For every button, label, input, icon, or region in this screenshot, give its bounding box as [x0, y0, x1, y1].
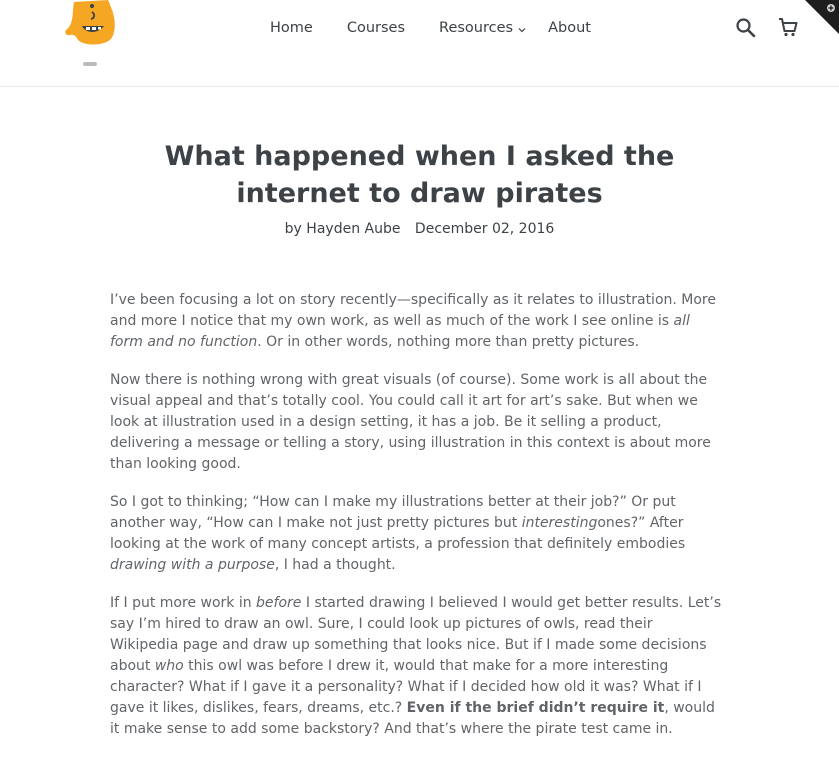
nav-courses[interactable]: Courses	[346, 20, 406, 36]
text-run: , I had a thought.	[274, 557, 396, 573]
author-name: Hayden Aube	[306, 221, 401, 237]
text-run: So I got to thinking; “How can I make my illustrations better at their job?” Or put another way, “How can I make not just pretty pictures but	[110, 494, 676, 531]
emphasis: who	[154, 658, 184, 674]
text-run: , would it make sense to add some backstory? And that’s where the pirate test came in.	[110, 700, 715, 737]
cart-icon[interactable]	[777, 16, 799, 38]
logo-underline	[83, 62, 97, 66]
article-title: What happened when I asked the internet to draw pirates	[164, 141, 675, 209]
text-run: this owl was before I drew it, would that make for a more interesting character? What if I gave it a personality? What if I decided how old it was? What if I gave it likes, dislikes, fears, dreams, etc.?	[110, 658, 702, 716]
nav-home[interactable]: Home	[270, 20, 313, 36]
corner-badge-icon[interactable]	[805, 0, 839, 34]
emphasis: all form and no function	[110, 313, 690, 350]
paragraph-1	[110, 290, 722, 353]
search-icon[interactable]	[735, 17, 757, 39]
paragraph-4	[110, 593, 722, 740]
nav-about[interactable]: About	[548, 20, 591, 36]
site-header	[0, 0, 839, 87]
byline-prefix: by	[284, 221, 302, 237]
paragraph-3	[110, 492, 722, 576]
article-body	[110, 290, 722, 757]
logo-icon[interactable]	[62, 0, 118, 46]
text-run: If I put more work in	[110, 595, 257, 611]
publish-date: December 02, 2016	[414, 221, 555, 237]
text-run: . Or in other words, nothing more than pretty pictures.	[257, 334, 640, 350]
nav-resources-label: Resources	[439, 20, 514, 36]
strong-text: Even if the brief didn’t require it	[406, 700, 665, 716]
text-run: I started drawing I believed I would get better results. Let’s say I’m hired to draw an owl. Sure, I could look up pictures of owls, read their Wikipedia page and draw up something that looks nice. But if I made some decisions about	[110, 595, 722, 674]
emphasis: interesting	[521, 515, 598, 531]
article-meta	[0, 221, 839, 237]
main-nav	[270, 18, 625, 38]
text-run: I’ve been focusing a lot on story recently—specifically as it relates to illustration. More and more I notice that my own work, as well as much of the work I see online is	[110, 292, 716, 329]
emphasis: before	[256, 595, 302, 611]
text-run: ones?” After looking at the work of many concept artists, a profession that definitely embodies	[110, 515, 686, 552]
chevron-down-icon	[518, 21, 526, 37]
emphasis: drawing with a purpose	[110, 557, 275, 573]
paragraph-2: Now there is nothing wrong with great visuals (of course). Some work is all about the visual appeal and that’s totally cool. You could call it art for art’s sake. But when we look at illustration used in a design setting, it has a job. Be it selling a product, delivering a message or telling a story, using illustration in this context is about more than looking good.	[110, 372, 711, 472]
nav-resources[interactable]	[439, 20, 526, 37]
